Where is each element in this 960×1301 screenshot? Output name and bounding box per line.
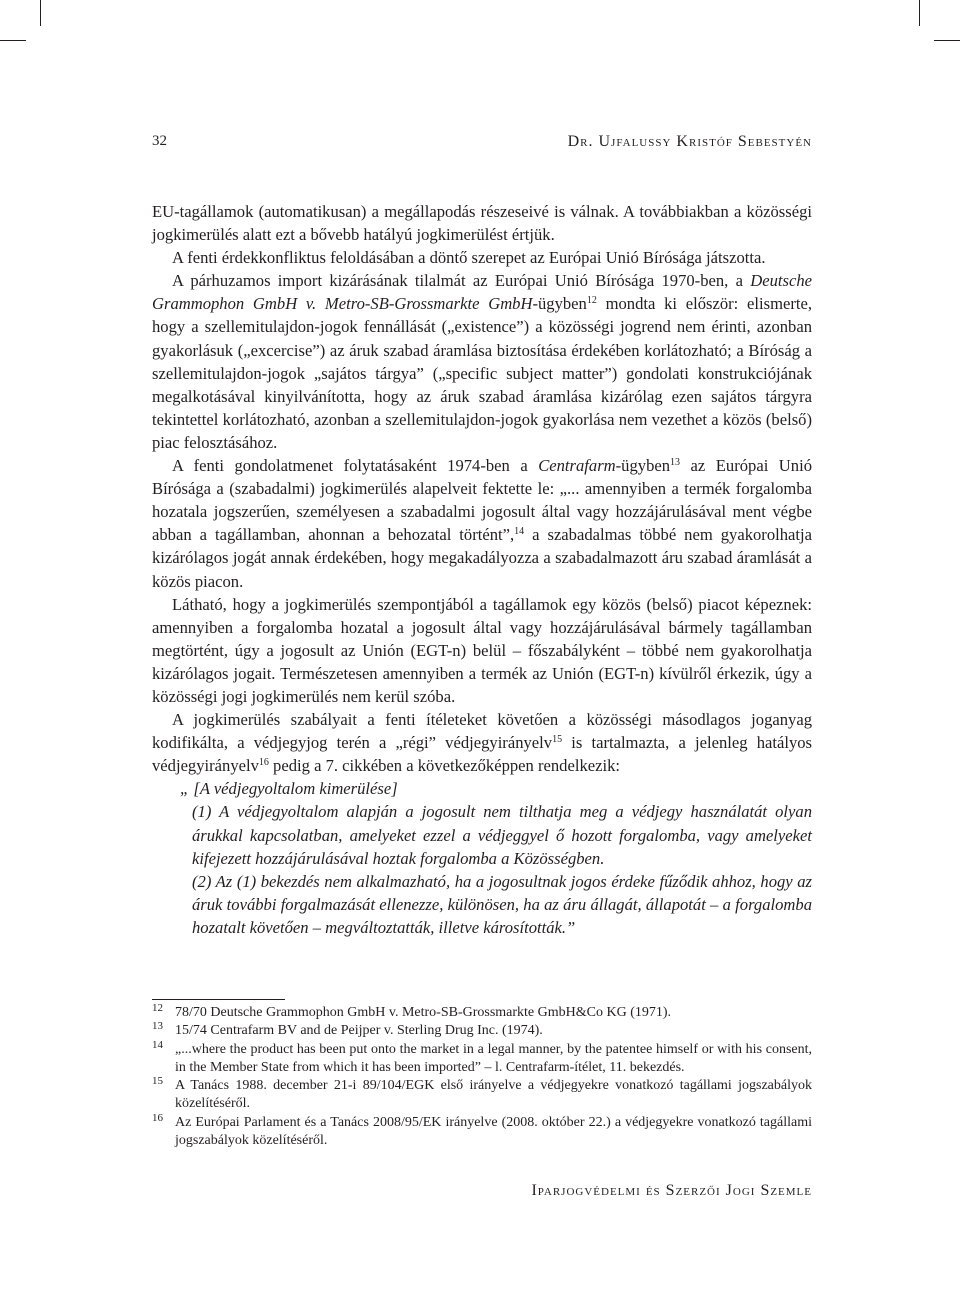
footnote-13 — [152, 1022, 812, 1040]
main-text — [152, 200, 812, 939]
footnote-text: „...where the product has been put onto the market in a legal manner, by the patentee himself or with his consent, in the Member State from which it has been imported” – l. Centrafarm-ítélet, 11. bekezdés. — [175, 1041, 812, 1075]
footnote-text: 15/74 Centrafarm BV and de Peijper v. Sterling Drug Inc. (1974). — [175, 1023, 543, 1039]
footnote-number: 16 — [152, 1111, 163, 1124]
text: A fenti gondolatmenet folytatásaként 1974-ben a — [172, 456, 539, 476]
text: is tartalmazta, a jelenleg hatályos védjegyirányelv — [152, 733, 812, 776]
footnote-ref-13[interactable]: 13 — [670, 457, 681, 469]
page-footer — [152, 1182, 812, 1200]
footnotes — [152, 1004, 812, 1150]
footnote-12 — [152, 1004, 812, 1022]
footnote-14 — [152, 1038, 812, 1078]
case-name: Deutsche Grammophon GmbH v. Metro-SB-Grossmarkte GmbH — [152, 271, 812, 314]
paragraph-6 — [152, 708, 812, 777]
quote-paragraph-1: (1) A védjegyoltalom alapján a jogosult nem tilthatja meg a védjegy használatát olyan árukkal kapcsolatban, amelyeket ezzel a védjeggyel ő hozott forgalomba, vagy amelyeket kifejezett hozzájárulásával hoztak forgalomba a Közösségben. — [192, 802, 812, 868]
text: mondta ki először: elismerte, hogy a szellemitulajdon-jogok fennállását („existence”) a közösségi jogrend nem érinti, azonban gyakorlásuk („excercise”) az áruk szabad áramlása biztosítása érdekében korlátozható; a Bíróság a szellemitulajdon-jogok „sajátos tárgya” („specific subject matter”) gondolati konstrukciójának megalkotásával kinyilvánította, hogy az áruk szabad áramlása kizárólag ezen sajátos tárgyra tekintettel korlátozható, azonban a szellemitulajdon-jogok gyakorlása nem vezethet a közös (belső) piac felosztásához. — [152, 294, 812, 452]
block-quote — [152, 777, 812, 939]
paragraph-5: Látható, hogy a jogkimerülés szempontjából a tagállamok egy közös (belső) piacot képeznek: amennyiben a forgalomba hozatal a jogosult által vagy hozzájárulásával bármely tagállamban megtörtént, úgy a jogosult az Unión (EGT-n) belül – főszabályként – többé nem gyakorolhatja kizárólagos jogait. Természetesen amennyiben a termék az Unión (EGT-n) kívülről érkezik, úgy a közösségi jogi jogkimerülés nem kerül szóba. — [152, 594, 812, 706]
footnote-ref-12[interactable]: 12 — [586, 295, 597, 307]
case-name: Centrafarm — [538, 456, 616, 476]
footnote-number: 13 — [152, 1020, 163, 1033]
footnote-text: A Tanács 1988. december 21-i 89/104/EGK első irányelve a védjegyekre vonatkozó tagállami jogszabályok közelítéséről. — [175, 1078, 812, 1112]
footnote-16 — [152, 1111, 812, 1151]
footnote-number: 14 — [152, 1038, 163, 1051]
footnote-rule — [152, 999, 285, 1000]
text: pedig a 7. cikkében a következőképpen rendelkezik: — [268, 756, 620, 776]
text: -ügyben — [532, 294, 587, 314]
text: A jogkimerülés szabályait a fenti ítéleteket követően a közösségi másodlagos joganyag kodifikálta, a védjegyjog terén a „régi” védjegyirányelv — [152, 710, 812, 753]
footnote-text: 78/70 Deutsche Grammophon GmbH v. Metro-SB-Grossmarkte GmbH&Co KG (1971). — [175, 1005, 672, 1020]
page-number: 32 — [152, 133, 167, 149]
quote-heading: „ [A védjegyoltalom kimerülése] — [180, 779, 398, 799]
text: az Európai Unió Bírósága a (szabadalmi) jogkimerülés alapelveit fektette le: „... amennyiben a termék forgalomba hozatala jogszerűen, személyesen a szabadalmi jogosult által vagy hozzájárulásával ment végbe abban a tagállamban, ahonnan a behozatal történt”, — [152, 456, 812, 545]
footnote-ref-16[interactable]: 16 — [258, 757, 269, 769]
text: A párhuzamos import kizárásának tilalmát az Európai Unió Bírósága 1970-ben, a — [172, 271, 751, 291]
running-head-author: Dr. Ujfalussy Kristóf Sebestyén — [567, 133, 812, 150]
footnote-ref-14[interactable]: 14 — [514, 526, 525, 538]
crop-mark-top-left-vertical — [40, 0, 41, 26]
footnote-15 — [152, 1077, 812, 1114]
journal-title: Iparjogvédelmi és Szerzői Jogi Szemle — [531, 1182, 812, 1199]
paragraph-4 — [152, 454, 812, 593]
text: -ügyben — [615, 456, 671, 476]
paragraph-1: EU-tagállamok (automatikusan) a megállapodás részeseivé is válnak. A továbbiakban a közösségi jogkimerülés alatt ezt a bővebb hatályú jogkimerülést értjük. — [152, 202, 812, 245]
paragraph-2: A fenti érdekkonfliktus feloldásában a döntő szerepet az Európai Unió Bírósága játszotta. — [172, 248, 766, 268]
paragraph-3 — [152, 269, 812, 454]
footnote-text: Az Európai Parlament és a Tanács 2008/95/EK irányelve (2008. október 22.) a védjegyekre vonatkozó tagállami jogszabályok közelítéséről. — [175, 1114, 812, 1149]
crop-mark-top-right-vertical — [919, 0, 920, 26]
quote-paragraph-2: (2) Az (1) bekezdés nem alkalmazható, ha a jogosultnak jogos érdeke fűződik ahhoz, hogy az áruk további forgalmazását ellenezze, különösen, ha az áru állagát, állapotát – a forgalomba hozatalt követően – megváltoztatták, illetve károsították.” — [192, 871, 812, 937]
footnote-ref-15[interactable]: 15 — [552, 734, 563, 746]
crop-mark-top-left — [0, 40, 26, 41]
footnote-number: 15 — [152, 1075, 163, 1088]
crop-mark-top-right — [934, 40, 960, 41]
text: a szabadalmas többé nem gyakorolhatja kizárólagos jogát annak érdekében, hogy megakadályozza a szabadalmazott áru szabad áramlását a közös piacon. — [152, 525, 812, 591]
footnote-number: 12 — [152, 1002, 163, 1014]
